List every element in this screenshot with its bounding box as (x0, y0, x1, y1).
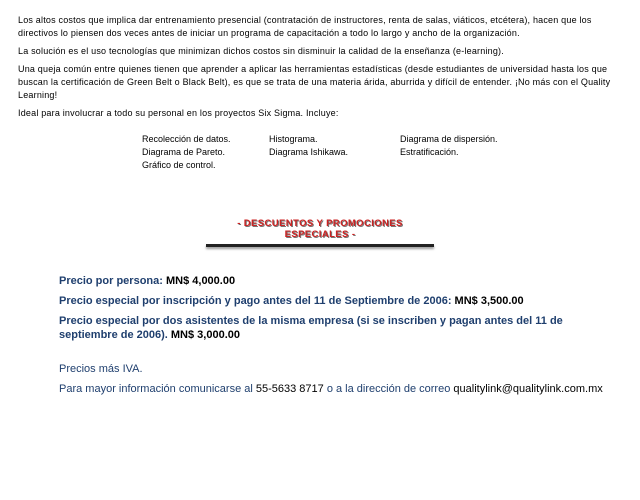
price-label: Precio especial por dos asistentes de la misma empresa (si se inscriben y pagan antes del 11 de septiembre de 2006). (59, 315, 563, 341)
tools-row (142, 159, 498, 172)
phone-number: 55-5633 8717 (255, 383, 324, 395)
intro-paragraph-2: La solución es el uso tecnologías que minimizan dichos costos sin disminuir la calidad de la enseñanza (e-learning). (18, 46, 504, 56)
intro-text (18, 14, 624, 125)
banner-underline (206, 244, 434, 247)
intro-paragraph-4: Ideal para involucrar a todo su personal en los proyectos Six Sigma. Incluye: (18, 108, 339, 118)
intro-paragraph-3: Una queja común entre quienes tienen que aprender a aplicar las herramientas estadísticas (desde estudiantes de universidad hasta los que buscan la certificación de Green Belt o Black Belt), es que se trata de una materia árida, aburrida y difícil de entender. ¡No más con el Quality Learning! (18, 64, 611, 100)
tool-item: Diagrama de dispersión. (400, 134, 498, 144)
tool-item: Recolección de datos. (142, 134, 231, 144)
pricing-section (59, 274, 619, 402)
contact-text: o a la dirección de correo (323, 383, 454, 395)
intro-paragraph-1: Los altos costos que implica dar entrenamiento presencial (contratación de instructores, renta de salas, viáticos, etcétera), hacen que los directivos lo piensen dos veces antes de iniciar un programa de capacitación a todo lo largo y ancho de la organización. (18, 15, 592, 38)
price-value: MN$ 3,500.00 (454, 295, 524, 307)
tool-item: Diagrama Ishikawa. (269, 147, 349, 157)
price-label: Precio especial por inscripción y pago antes del 11 de Septiembre de 2006: (59, 295, 455, 307)
tool-item: Estratificación. (400, 147, 459, 157)
spacer (59, 348, 619, 362)
price-per-person (59, 274, 619, 288)
contact-info (59, 382, 619, 396)
email-link[interactable]: qualitylink@qualitylink.com.mx (453, 383, 603, 395)
tool-item: Gráfico de control. (142, 160, 216, 170)
tools-row (142, 133, 498, 146)
iva-note: Precios más IVA. (59, 363, 143, 375)
contact-text: Para mayor información comunicarse al (59, 383, 256, 395)
price-value: MN$ 3,000.00 (170, 329, 240, 341)
promotions-banner (206, 217, 434, 247)
price-early (59, 294, 619, 308)
price-value: MN$ 4,000.00 (165, 275, 236, 287)
promotions-heading: - DESCUENTOS Y PROMOCIONES ESPECIALES - (237, 218, 403, 240)
tool-item: Histograma. (269, 134, 318, 144)
price-label: Precio por persona: (59, 275, 166, 287)
tools-list (142, 133, 498, 172)
price-two-attendees (59, 314, 619, 342)
tool-item: Diagrama de Pareto. (142, 147, 226, 157)
tools-row (142, 146, 498, 159)
